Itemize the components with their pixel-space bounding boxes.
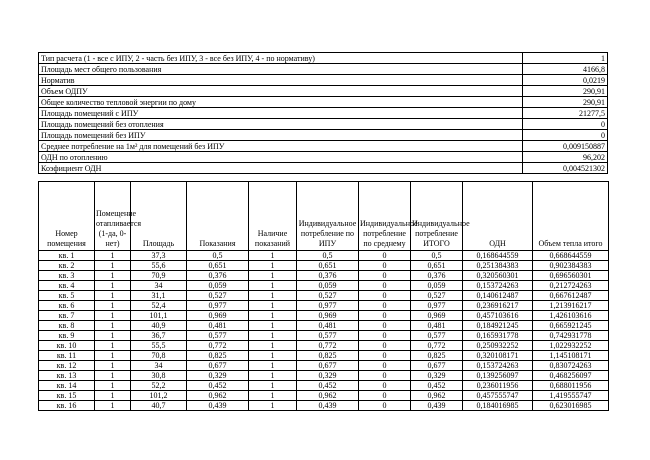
parameter-label: Норматив (39, 75, 523, 86)
table-row (39, 261, 609, 271)
table-cell: 0,457103616 (463, 311, 533, 321)
table-cell: 0,577 (187, 331, 249, 341)
table-cell: 0,153724263 (463, 281, 533, 291)
parameter-row (39, 108, 608, 119)
table-cell: 1,419555747 (533, 391, 609, 401)
table-cell: кв. 16 (39, 401, 95, 411)
table-cell: 0 (359, 331, 411, 341)
parameter-row (39, 64, 608, 75)
table-cell: 40,9 (131, 321, 187, 331)
table-cell: 0,902384383 (533, 261, 609, 271)
table-cell: 1 (95, 381, 131, 391)
table-cell: 1 (95, 371, 131, 381)
parameter-label: Площадь помещений без ИПУ (39, 130, 523, 141)
table-cell: 0,825 (187, 351, 249, 361)
table-cell: 0 (359, 251, 411, 261)
table-cell: 0,452 (411, 381, 463, 391)
table-cell: 0,376 (297, 271, 359, 281)
table-cell: 1 (95, 351, 131, 361)
table-cell: 0,977 (187, 301, 249, 311)
parameter-label: Площадь мест общего пользования (39, 64, 523, 75)
parameter-value: 0 (523, 119, 608, 130)
table-cell: 0,457555747 (463, 391, 533, 401)
column-header: Площадь (131, 182, 187, 251)
column-header: Индивидуальное потребление по среднему (359, 182, 411, 251)
table-cell: 0,376 (411, 271, 463, 281)
table-cell: 1 (95, 261, 131, 271)
parameter-value: 96,202 (523, 152, 608, 163)
table-cell: 1 (249, 281, 297, 291)
table-row (39, 341, 609, 351)
table-cell: 101,1 (131, 311, 187, 321)
table-cell: 0,527 (411, 291, 463, 301)
parameter-value: 0,004521302 (523, 163, 608, 174)
parameter-value: 0,0219 (523, 75, 608, 86)
column-header: Показания (187, 182, 249, 251)
parameter-value: 21277,5 (523, 108, 608, 119)
table-cell: 0 (359, 291, 411, 301)
table-cell: 0 (359, 401, 411, 411)
parameter-label: Объем ОДПУ (39, 86, 523, 97)
table-cell: 0,329 (187, 371, 249, 381)
table-cell: 1 (95, 361, 131, 371)
table-cell: 1 (249, 401, 297, 411)
table-cell: 0,668644559 (533, 251, 609, 261)
table-cell: 1,213916217 (533, 301, 609, 311)
table-cell: 0,677 (297, 361, 359, 371)
table-row (39, 391, 609, 401)
table-cell: 0,677 (187, 361, 249, 371)
table-cell: 1 (249, 381, 297, 391)
table-cell: 1 (95, 341, 131, 351)
table-cell: 0 (359, 311, 411, 321)
table-cell: 0,320560301 (463, 271, 533, 281)
parameter-label: Площадь помещений с ИПУ (39, 108, 523, 119)
table-cell: кв. 6 (39, 301, 95, 311)
table-cell: 0,962 (411, 391, 463, 401)
column-header: Индивидуальное потребление ИТОГО (411, 182, 463, 251)
table-cell: 1 (249, 331, 297, 341)
table-cell: 1 (95, 271, 131, 281)
parameter-row (39, 119, 608, 130)
parameter-value: 0,009150887 (523, 141, 608, 152)
table-cell: 0,251384383 (463, 261, 533, 271)
table-cell: 0,969 (411, 311, 463, 321)
table-cell: 1 (95, 301, 131, 311)
table-cell: 0 (359, 351, 411, 361)
table-cell: 0,651 (411, 261, 463, 271)
table-cell: 1,022932252 (533, 341, 609, 351)
table-cell: 40,7 (131, 401, 187, 411)
table-cell: 52,2 (131, 381, 187, 391)
table-cell: 0 (359, 381, 411, 391)
table-cell: 0,481 (187, 321, 249, 331)
table-cell: кв. 15 (39, 391, 95, 401)
table-cell: 0,439 (187, 401, 249, 411)
table-cell: 0,059 (411, 281, 463, 291)
parameter-label: ОДН по отоплению (39, 152, 523, 163)
column-header: Номер помещения (39, 182, 95, 251)
table-cell: 0,168644559 (463, 251, 533, 261)
table-cell: 0,376 (187, 271, 249, 281)
table-cell: 0,688011956 (533, 381, 609, 391)
table-cell: 0,742931778 (533, 331, 609, 341)
table-cell: 0 (359, 281, 411, 291)
table-cell: 0,481 (411, 321, 463, 331)
table-cell: 1 (249, 321, 297, 331)
table-cell: 0 (359, 371, 411, 381)
table-cell: 0,320108171 (463, 351, 533, 361)
table-cell: 0,977 (411, 301, 463, 311)
table-cell: 0 (359, 321, 411, 331)
table-cell: 0,140612487 (463, 291, 533, 301)
table-row (39, 251, 609, 261)
table-cell: 0 (359, 301, 411, 311)
parameter-value: 0 (523, 130, 608, 141)
calculation-parameters-table (38, 52, 608, 174)
table-cell: 0,5 (187, 251, 249, 261)
parameter-row (39, 86, 608, 97)
table-cell: 0,452 (187, 381, 249, 391)
table-header-row (39, 182, 609, 251)
table-cell: 0,250932252 (463, 341, 533, 351)
parameters-body (39, 53, 608, 174)
parameter-row (39, 141, 608, 152)
table-cell: 0,452 (297, 381, 359, 391)
table-cell: 0,825 (297, 351, 359, 361)
table-cell: 0,236011956 (463, 381, 533, 391)
table-cell: 0,329 (411, 371, 463, 381)
table-row (39, 401, 609, 411)
room-heat-table (38, 181, 609, 411)
table-body (39, 251, 609, 411)
table-row (39, 271, 609, 281)
parameter-row (39, 163, 608, 174)
table-cell: 0,439 (297, 401, 359, 411)
table-cell: 0,665921245 (533, 321, 609, 331)
table-cell: 0,329 (297, 371, 359, 381)
table-cell: 0,184016985 (463, 401, 533, 411)
table-cell: 1 (95, 401, 131, 411)
table-cell: 0,059 (297, 281, 359, 291)
table-cell: кв. 1 (39, 251, 95, 261)
column-header: ОДН (463, 182, 533, 251)
table-cell: 1 (249, 391, 297, 401)
table-cell: 0 (359, 341, 411, 351)
table-cell: 0,677 (411, 361, 463, 371)
table-cell: 0,962 (297, 391, 359, 401)
table-cell: 0,772 (297, 341, 359, 351)
table-row (39, 281, 609, 291)
parameter-label: Коэфициент ОДН (39, 163, 523, 174)
table-cell: кв. 10 (39, 341, 95, 351)
table-cell: 0,236916217 (463, 301, 533, 311)
table-cell: 0,481 (297, 321, 359, 331)
table-cell: 1 (95, 321, 131, 331)
table-cell: 0,439 (411, 401, 463, 411)
table-row (39, 351, 609, 361)
table-cell: 31,1 (131, 291, 187, 301)
table-cell: 101,2 (131, 391, 187, 401)
table-cell: 0,153724263 (463, 361, 533, 371)
table-cell: 0,696560301 (533, 271, 609, 281)
table-cell: 0,772 (187, 341, 249, 351)
table-cell: кв. 5 (39, 291, 95, 301)
table-cell: 1,426103616 (533, 311, 609, 321)
parameter-row (39, 97, 608, 108)
table-cell: кв. 7 (39, 311, 95, 321)
table-cell: 52,4 (131, 301, 187, 311)
table-row (39, 381, 609, 391)
parameter-row (39, 152, 608, 163)
table-cell: 1 (95, 311, 131, 321)
table-row (39, 321, 609, 331)
table-cell: 0,969 (187, 311, 249, 321)
table-cell: кв. 3 (39, 271, 95, 281)
column-header: Наличие показаний (249, 182, 297, 251)
table-cell: кв. 12 (39, 361, 95, 371)
parameter-label: Среднее потребление на 1м² для помещений без ИПУ (39, 141, 523, 152)
table-cell: 1 (249, 341, 297, 351)
parameter-label: Площадь помещений без отопления (39, 119, 523, 130)
parameter-value: 290,91 (523, 86, 608, 97)
table-cell: 0,577 (297, 331, 359, 341)
table-cell: 1 (95, 291, 131, 301)
table-row (39, 311, 609, 321)
table-cell: 1 (249, 361, 297, 371)
table-cell: кв. 11 (39, 351, 95, 361)
table-row (39, 371, 609, 381)
table-cell: 0,527 (187, 291, 249, 301)
table-cell: 0,165931778 (463, 331, 533, 341)
table-cell: 0,825 (411, 351, 463, 361)
parameter-value: 290,91 (523, 97, 608, 108)
table-cell: 1 (249, 271, 297, 281)
table-cell: 0,059 (187, 281, 249, 291)
table-cell: 1 (249, 261, 297, 271)
table-cell: 70,9 (131, 271, 187, 281)
table-cell: 0,651 (187, 261, 249, 271)
table-cell: 0,527 (297, 291, 359, 301)
table-cell: 0,962 (187, 391, 249, 401)
table-cell: кв. 2 (39, 261, 95, 271)
parameter-row (39, 75, 608, 86)
table-cell: 0,5 (411, 251, 463, 261)
table-cell: 1 (249, 251, 297, 261)
table-cell: 1 (249, 371, 297, 381)
table-cell: 0,577 (411, 331, 463, 341)
table-cell: 70,8 (131, 351, 187, 361)
table-cell: 0,969 (297, 311, 359, 321)
table-cell: 1,145108171 (533, 351, 609, 361)
table-cell: 1 (95, 391, 131, 401)
table-cell: 0,667612487 (533, 291, 609, 301)
table-cell: 1 (95, 281, 131, 291)
table-cell: 0,139256097 (463, 371, 533, 381)
table-cell: 55,6 (131, 261, 187, 271)
table-cell: 1 (249, 291, 297, 301)
table-cell: 1 (249, 311, 297, 321)
table-cell: кв. 9 (39, 331, 95, 341)
table-cell: 0,5 (297, 251, 359, 261)
table-cell: 0,977 (297, 301, 359, 311)
table-cell: 0 (359, 271, 411, 281)
table-row (39, 291, 609, 301)
table-row (39, 301, 609, 311)
table-cell: 1 (249, 351, 297, 361)
table-cell: 0,651 (297, 261, 359, 271)
table-cell: 34 (131, 361, 187, 371)
table-row (39, 331, 609, 341)
table-cell: кв. 4 (39, 281, 95, 291)
table-cell: 0 (359, 361, 411, 371)
column-header: Помещение отапливается (1-да, 0-нет) (95, 182, 131, 251)
table-cell: 0,184921245 (463, 321, 533, 331)
parameter-value: 1 (523, 53, 608, 64)
table-cell: 1 (95, 251, 131, 261)
table-cell: 0,468256097 (533, 371, 609, 381)
table-cell: 0,212724263 (533, 281, 609, 291)
table-cell: 36,7 (131, 331, 187, 341)
table-row (39, 361, 609, 371)
table-cell: кв. 14 (39, 381, 95, 391)
table-cell: 1 (95, 331, 131, 341)
table-cell: 0 (359, 391, 411, 401)
table-cell: 0,772 (411, 341, 463, 351)
column-header: Индивидуальное потребление по ИПУ (297, 182, 359, 251)
table-cell: 30,8 (131, 371, 187, 381)
parameter-label: Общее количество тепловой энергии по дому (39, 97, 523, 108)
table-cell: 34 (131, 281, 187, 291)
parameter-row (39, 130, 608, 141)
parameter-label: Тип расчета (1 - все с ИПУ, 2 - часть без ИПУ, 3 - все без ИПУ, 4 - по нормативу) (39, 53, 523, 64)
parameter-row (39, 53, 608, 64)
table-cell: 0,830724263 (533, 361, 609, 371)
table-cell: 55,5 (131, 341, 187, 351)
table-cell: 1 (249, 301, 297, 311)
column-header: Объем тепла итого (533, 182, 609, 251)
table-cell: 0,623016985 (533, 401, 609, 411)
table-cell: кв. 13 (39, 371, 95, 381)
table-cell: кв. 8 (39, 321, 95, 331)
parameter-value: 4166,8 (523, 64, 608, 75)
table-cell: 0 (359, 261, 411, 271)
table-cell: 37,3 (131, 251, 187, 261)
